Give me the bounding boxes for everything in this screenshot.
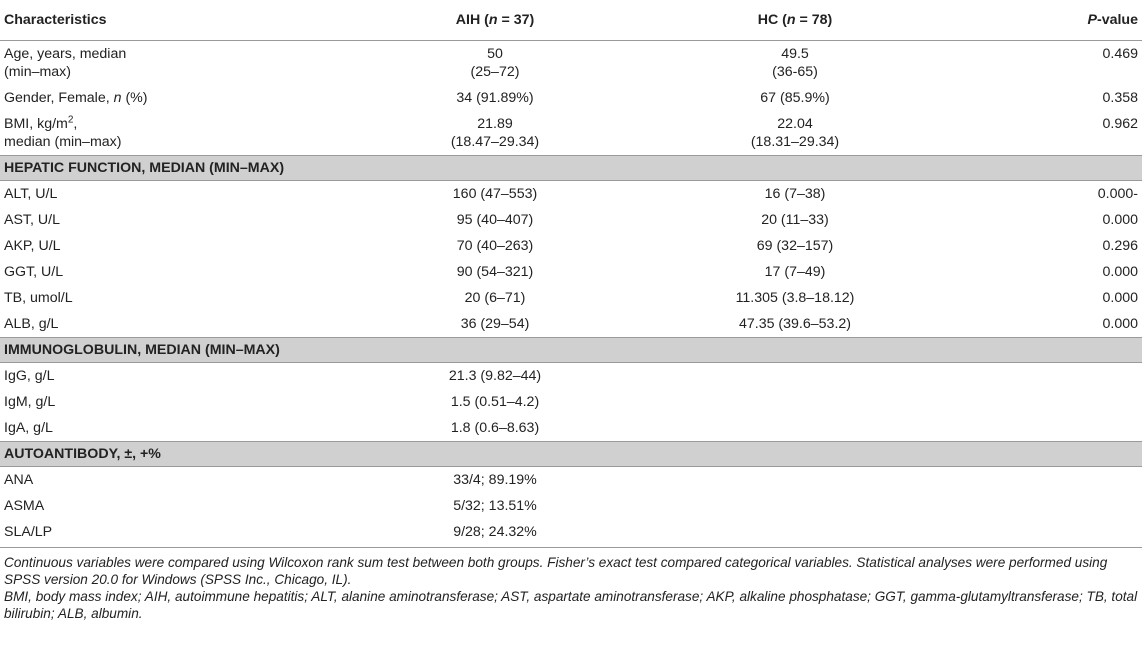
row-label: BMI, $kg/m^2$, median (min–max): [4, 114, 122, 150]
row-label: Gender, Female, n (%): [4, 90, 148, 106]
aih-value: 20 (6–71): [464, 290, 526, 306]
row-label: TB, umol/L: [4, 290, 73, 306]
aih-value: 160 (47–553): [452, 186, 538, 202]
table-row: [0, 207, 1142, 233]
p-value: 0.000-: [1097, 186, 1138, 202]
aih-value: 90 (54–321): [456, 264, 534, 280]
row-label: SLA/LP: [0, 519, 345, 548]
section-title: IMMUNOGLOBULIN, MEDIAN (MIN–MAX): [0, 338, 1142, 363]
table-row: [0, 259, 1142, 285]
hc-value: 69 (32–157): [756, 238, 834, 254]
table-row: [0, 233, 1142, 259]
p-value: 0.000: [1102, 212, 1138, 228]
hc-value: 20 (11–33): [761, 212, 829, 228]
header-hc: HC (n = 78): [757, 12, 833, 28]
p-value: 0.469: [1102, 46, 1138, 62]
section-header-autoantibody: [0, 442, 1142, 467]
hc-value: 22.04 (18.31–29.34): [750, 116, 840, 150]
row-label: IgG, g/L: [4, 368, 55, 384]
table-row: [0, 85, 1142, 111]
row-label: ALB, g/L: [4, 316, 59, 332]
p-value: 0.000: [1102, 290, 1138, 306]
table-row: [0, 41, 1142, 86]
aih-value: 95 (40–407): [456, 212, 534, 228]
p-value: 0.000: [1102, 264, 1138, 280]
row-label: IgM, g/L: [4, 394, 56, 410]
aih-value: 70 (40–263): [456, 238, 534, 254]
table-row: [0, 285, 1142, 311]
aih-value: 33/4; 89.19%: [453, 472, 537, 488]
p-value: 0.962: [1102, 116, 1138, 132]
aih-value: 1.8 (0.6–8.63): [450, 420, 540, 436]
hc-value: 67 (85.9%): [760, 90, 830, 106]
table-row: [0, 363, 1142, 390]
aih-value: 50 (25–72): [470, 46, 520, 80]
table-row: [0, 311, 1142, 338]
section-header-immunoglobulin: [0, 338, 1142, 363]
header-p-value: P-value: [1087, 12, 1138, 28]
footnote-methods: Continuous variables were compared using Wilcoxon rank sum test between both groups. Fisher’s exact test compared categorical variables. Statistical analyses were performed using SPSS version 20.0 for Windows (SPSS Inc., Chicago, IL).: [4, 555, 1108, 587]
hc-value: 17 (7–49): [764, 264, 826, 280]
row-label: IgA, g/L: [4, 420, 53, 436]
section-title: AUTOANTIBODY, ±, +%: [0, 442, 1142, 467]
aih-value: 34 (91.89%): [456, 90, 534, 106]
header-aih: AIH (n = 37): [455, 12, 535, 28]
p-value: 0.358: [1102, 90, 1138, 106]
hc-value: 16 (7–38): [764, 186, 826, 202]
table-row: [0, 493, 1142, 519]
table-row: [0, 111, 1142, 156]
row-label: AKP, U/L: [4, 238, 61, 254]
aih-value: 5/32; 13.51%: [453, 498, 537, 514]
hc-value: 49.5 (36-65): [772, 46, 818, 80]
hc-value: 47.35 (39.6–53.2): [738, 316, 851, 332]
row-label: Age, years, median (min–max): [4, 46, 127, 80]
hc-value: 11.305 (3.8–18.12): [735, 290, 855, 306]
aih-value: 1.5 (0.51–4.2): [450, 394, 540, 410]
aih-value: 9/28; 24.32%: [345, 519, 645, 548]
section-title: HEPATIC FUNCTION, MEDIAN (MIN–MAX): [0, 156, 1142, 181]
section-header-hepatic: [0, 156, 1142, 181]
table-row: [0, 415, 1142, 442]
table-row: [0, 389, 1142, 415]
table-row: [0, 519, 1142, 548]
row-label: ASMA: [4, 498, 45, 514]
aih-value: 36 (29–54): [460, 316, 530, 332]
header-row: [0, 0, 1142, 41]
table-row: [0, 181, 1142, 208]
row-label: AST, U/L: [4, 212, 60, 228]
p-value: 0.000: [1102, 316, 1138, 332]
p-value: 0.296: [1102, 238, 1138, 254]
table-row: [0, 467, 1142, 494]
footnote-abbreviations: BMI, body mass index; AIH, autoimmune hepatitis; ALT, alanine aminotransferase; AST, aspartate aminotransferase; AKP, alkaline phosphatase; GGT, gamma-glutamyltransferase; TB, total bilirubin; ALB, albumin.: [4, 589, 1138, 621]
row-label: ALT, U/L: [4, 186, 58, 202]
aih-value: 21.89 (18.47–29.34): [450, 116, 540, 150]
header-characteristics: Characteristics: [4, 12, 107, 28]
row-label: ANA: [4, 472, 34, 488]
row-label: GGT, U/L: [4, 264, 64, 280]
table-footnotes: [0, 548, 1142, 622]
aih-value: 21.3 (9.82–44): [448, 368, 542, 384]
